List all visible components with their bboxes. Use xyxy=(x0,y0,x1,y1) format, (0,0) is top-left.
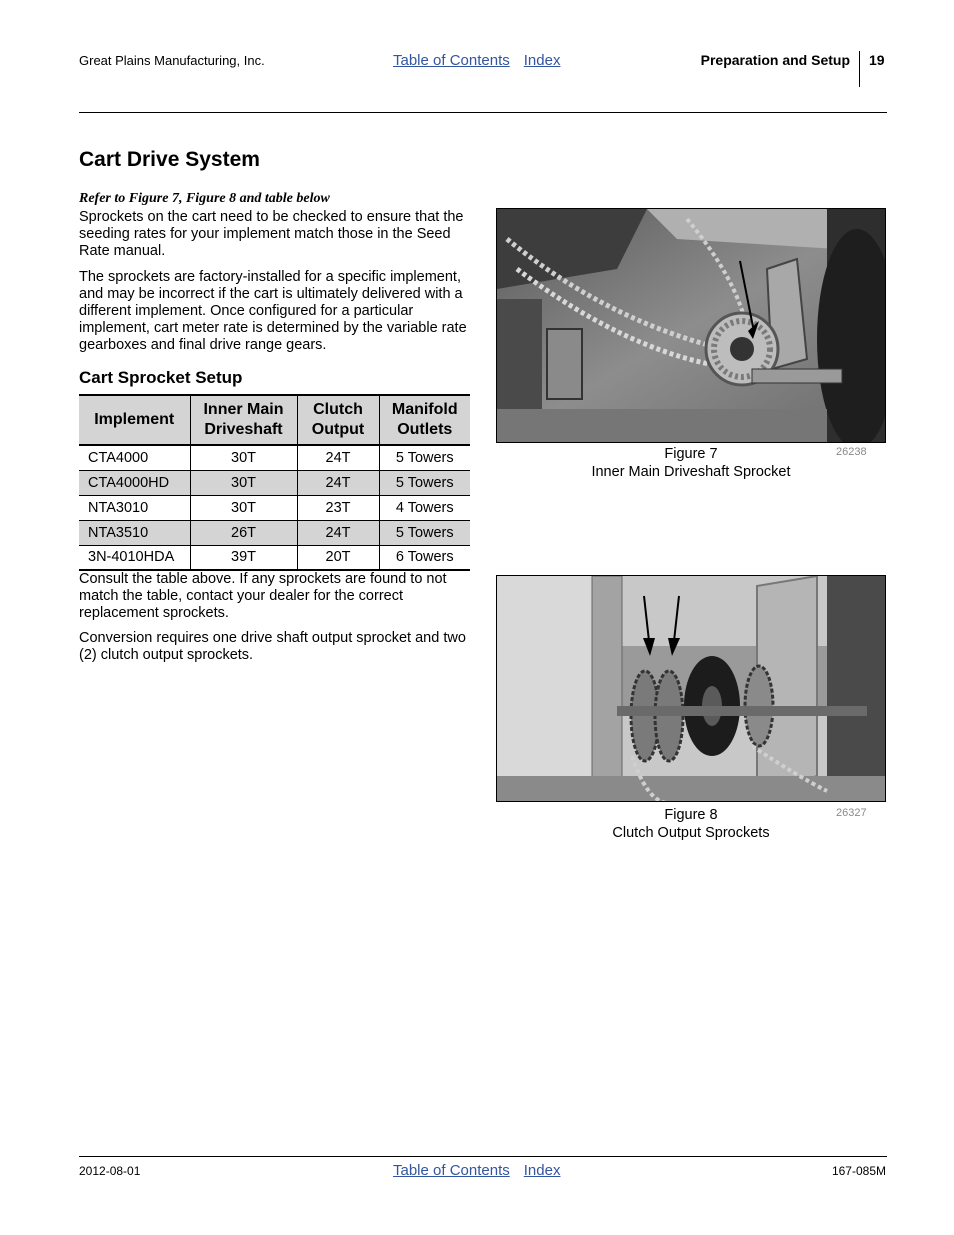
footer-date: 2012-08-01 xyxy=(79,1164,141,1178)
figure-8-caption xyxy=(496,806,886,842)
table-cell: 39T xyxy=(190,545,297,570)
footer-doc-number: 167-085M xyxy=(831,1164,886,1178)
footer-toc-link[interactable]: Table of Contents xyxy=(393,1162,510,1179)
table-row xyxy=(79,470,470,495)
consult-paragraph: Consult the table above. If any sprockets are found to not match the table, contact your dealer for the correct replacement sprockets. xyxy=(79,571,447,621)
refer-note: Refer to Figure 7, Figure 8 and table below xyxy=(79,191,330,206)
figure-7-caption xyxy=(496,445,886,481)
figure-8-image-id: 26327 xyxy=(836,807,867,819)
table-cell: 30T xyxy=(190,470,297,495)
figure-7-image-id: 26238 xyxy=(836,446,867,458)
table-row xyxy=(79,445,470,470)
page-number: 19 xyxy=(869,52,885,68)
table-cell: 26T xyxy=(190,520,297,545)
sprocket-setup-table xyxy=(79,394,470,571)
table-row xyxy=(79,520,470,545)
page-title: Cart Drive System xyxy=(79,148,260,171)
figure-7-photo xyxy=(496,208,886,443)
col-header-implement: Implement xyxy=(79,395,190,445)
table-row xyxy=(79,545,470,570)
table-row xyxy=(79,495,470,520)
section-subtitle: Cart Sprocket Setup xyxy=(79,368,243,387)
footer-rule xyxy=(79,1156,887,1157)
table-header-row xyxy=(79,395,470,445)
table-cell: 5 Towers xyxy=(379,470,470,495)
table-cell: 5 Towers xyxy=(379,445,470,470)
header-index-link[interactable]: Index xyxy=(523,52,561,69)
table-cell: 23T xyxy=(297,495,379,520)
figure-7-number: Figure 7 xyxy=(664,446,718,462)
section-title: Preparation and Setup xyxy=(700,52,850,68)
header-divider xyxy=(859,51,860,87)
header-rule xyxy=(79,112,887,113)
footer-index-link[interactable]: Index xyxy=(523,1162,561,1179)
table-cell: 24T xyxy=(297,520,379,545)
factory-paragraph: The sprockets are factory-installed for a specific implement, and may be incorrect if the cart is ultimately delivered with a different implement. Once configured for a particular implement, cart meter rate is determined by the variable rate gearboxes and final drive range gears. xyxy=(79,269,467,353)
table-cell: 3N-4010HDA xyxy=(79,545,190,570)
table-cell: 5 Towers xyxy=(379,520,470,545)
col-header-inner-main-driveshaft: Inner Main Driveshaft xyxy=(190,395,297,445)
table-cell: 24T xyxy=(297,445,379,470)
table-cell: 6 Towers xyxy=(379,545,470,570)
table-cell: 30T xyxy=(190,445,297,470)
table-cell: CTA4000HD xyxy=(79,470,190,495)
col-header-manifold-outlets: Manifold Outlets xyxy=(379,395,470,445)
conversion-paragraph: Conversion requires one drive shaft output sprocket and two (2) clutch output sprockets. xyxy=(79,630,466,663)
figure-8-title: Clutch Output Sprockets xyxy=(612,825,770,841)
header-toc-link[interactable]: Table of Contents xyxy=(393,52,510,69)
table-cell: 30T xyxy=(190,495,297,520)
figure-7-title: Inner Main Driveshaft Sprocket xyxy=(591,464,791,480)
company-name: Great Plains Manufacturing, Inc. xyxy=(79,53,265,68)
table-cell: 24T xyxy=(297,470,379,495)
table-cell: CTA4000 xyxy=(79,445,190,470)
col-header-clutch-output: Clutch Output xyxy=(297,395,379,445)
table-cell: 20T xyxy=(297,545,379,570)
figure-8-photo xyxy=(496,575,886,802)
header-nav xyxy=(393,52,560,69)
table-cell: NTA3510 xyxy=(79,520,190,545)
footer-nav xyxy=(393,1162,560,1179)
intro-paragraph: Sprockets on the cart need to be checked to ensure that the seeding rates for your implement match those in the Seed Rate manual. xyxy=(79,209,464,259)
table-cell: NTA3010 xyxy=(79,495,190,520)
figure-8-number: Figure 8 xyxy=(664,807,718,823)
table-cell: 4 Towers xyxy=(379,495,470,520)
